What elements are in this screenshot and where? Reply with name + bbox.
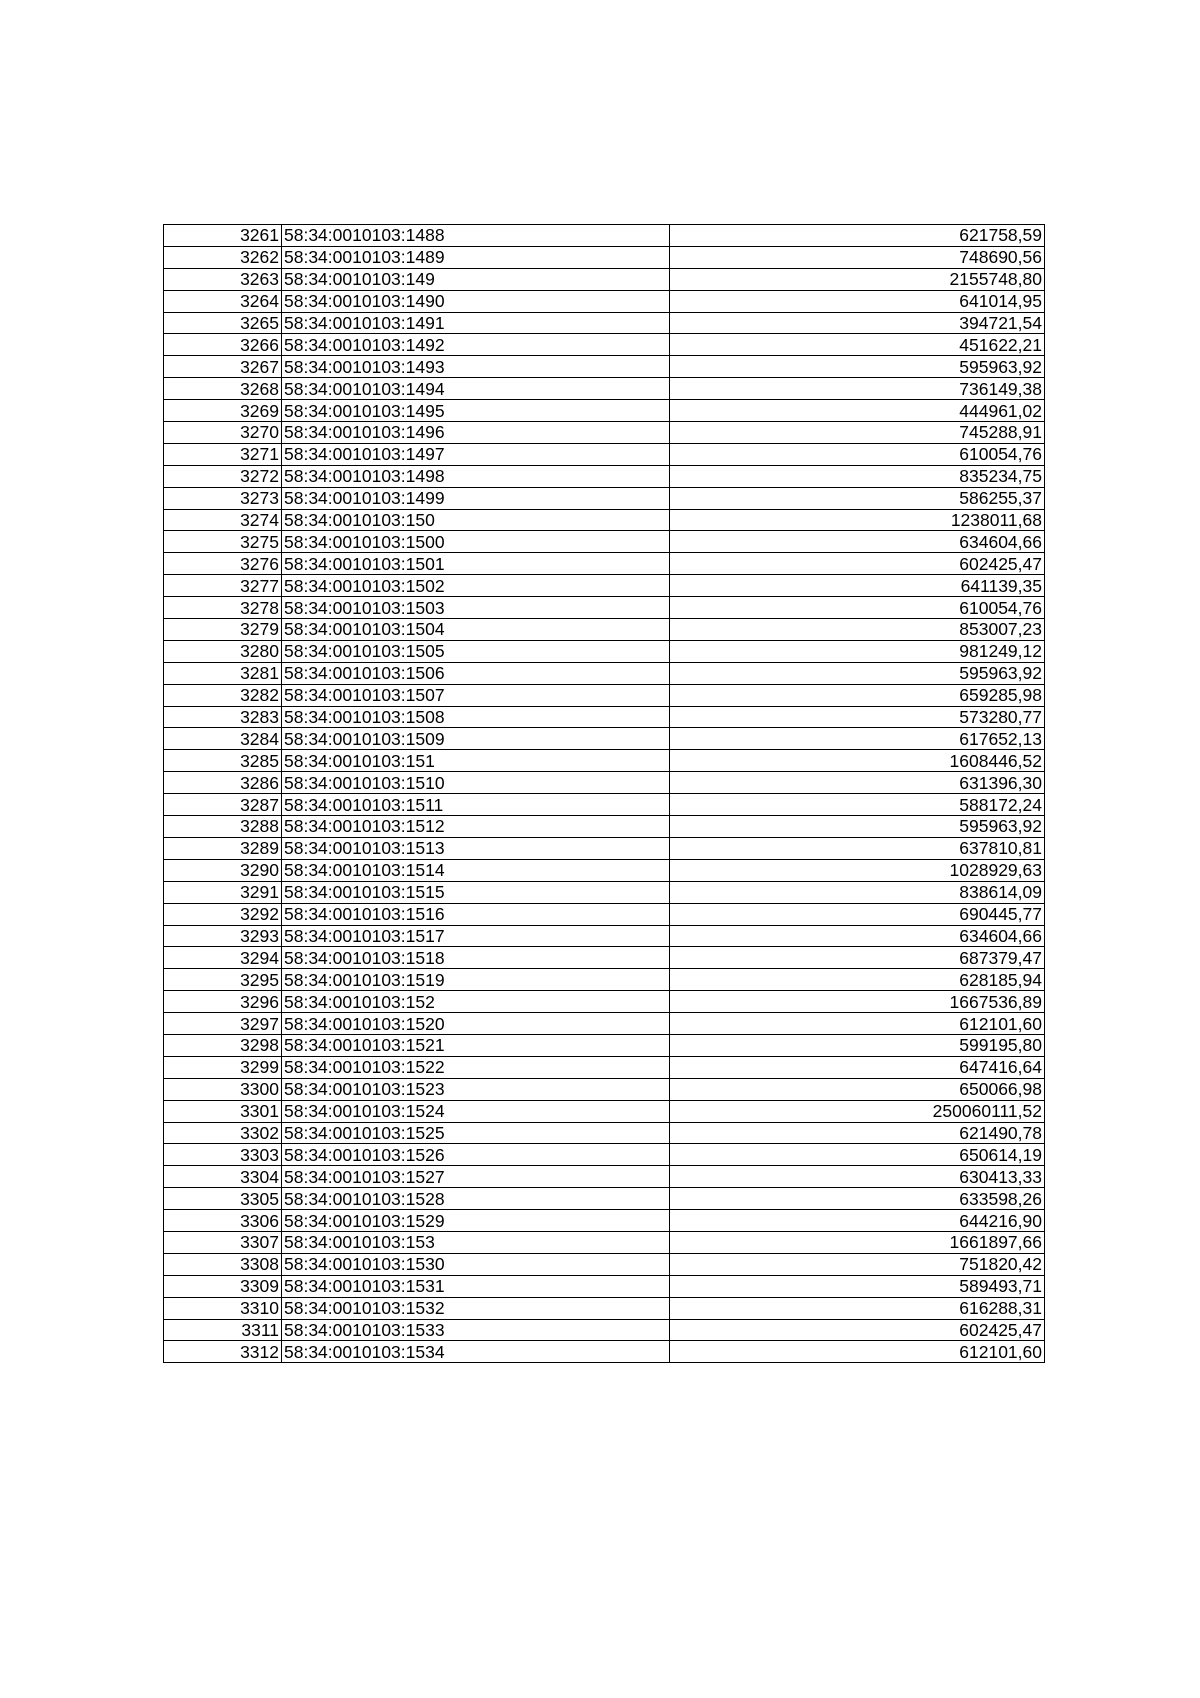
row-number-cell: 3279	[164, 619, 282, 641]
table-row	[164, 728, 1045, 750]
cadastral-value-cell: 617652,13	[670, 728, 1045, 750]
row-number-cell: 3297	[164, 1013, 282, 1035]
cadastral-number-cell: 58:34:0010103:1531	[282, 1275, 670, 1297]
table-row	[164, 619, 1045, 641]
table-row	[164, 575, 1045, 597]
cadastral-number-cell: 58:34:0010103:1530	[282, 1253, 670, 1275]
row-number-cell: 3296	[164, 991, 282, 1013]
cadastral-number-cell: 58:34:0010103:1495	[282, 400, 670, 422]
row-number-cell: 3298	[164, 1034, 282, 1056]
cadastral-value-cell: 835234,75	[670, 465, 1045, 487]
row-number-cell: 3309	[164, 1275, 282, 1297]
table-row	[164, 903, 1045, 925]
cadastral-value-cell: 2155748,80	[670, 268, 1045, 290]
row-number-cell: 3294	[164, 947, 282, 969]
cadastral-number-cell: 58:34:0010103:1532	[282, 1297, 670, 1319]
cadastral-value-cell: 612101,60	[670, 1341, 1045, 1363]
cadastral-number-cell: 58:34:0010103:1515	[282, 881, 670, 903]
table-row	[164, 1231, 1045, 1253]
cadastral-value-cell: 633598,26	[670, 1188, 1045, 1210]
row-number-cell: 3291	[164, 881, 282, 903]
table-row	[164, 443, 1045, 465]
cadastral-number-cell: 58:34:0010103:151	[282, 750, 670, 772]
table-row	[164, 509, 1045, 531]
cadastral-number-cell: 58:34:0010103:1493	[282, 356, 670, 378]
cadastral-value-cell: 745288,91	[670, 422, 1045, 444]
cadastral-value-cell: 631396,30	[670, 772, 1045, 794]
table-row	[164, 378, 1045, 400]
cadastral-number-cell: 58:34:0010103:1512	[282, 816, 670, 838]
table-row	[164, 553, 1045, 575]
cadastral-number-cell: 58:34:0010103:1534	[282, 1341, 670, 1363]
row-number-cell: 3292	[164, 903, 282, 925]
row-number-cell: 3305	[164, 1188, 282, 1210]
row-number-cell: 3278	[164, 597, 282, 619]
cadastral-value-cell: 641139,35	[670, 575, 1045, 597]
cadastral-value-cell: 610054,76	[670, 597, 1045, 619]
cadastral-number-cell: 58:34:0010103:1516	[282, 903, 670, 925]
table-body	[164, 225, 1045, 1363]
cadastral-number-cell: 58:34:0010103:1521	[282, 1034, 670, 1056]
cadastral-value-cell: 751820,42	[670, 1253, 1045, 1275]
row-number-cell: 3266	[164, 334, 282, 356]
cadastral-value-cell: 616288,31	[670, 1297, 1045, 1319]
table-row	[164, 1122, 1045, 1144]
cadastral-number-cell: 58:34:0010103:1505	[282, 640, 670, 662]
cadastral-value-cell: 589493,71	[670, 1275, 1045, 1297]
row-number-cell: 3283	[164, 706, 282, 728]
cadastral-value-cell: 641014,95	[670, 290, 1045, 312]
table-row	[164, 356, 1045, 378]
cadastral-number-cell: 58:34:0010103:1501	[282, 553, 670, 575]
row-number-cell: 3262	[164, 246, 282, 268]
row-number-cell: 3270	[164, 422, 282, 444]
row-number-cell: 3261	[164, 225, 282, 247]
cadastral-value-cell: 250060111,52	[670, 1100, 1045, 1122]
table-row	[164, 706, 1045, 728]
table-row	[164, 1341, 1045, 1363]
row-number-cell: 3290	[164, 859, 282, 881]
table-row	[164, 837, 1045, 859]
row-number-cell: 3289	[164, 837, 282, 859]
cadastral-number-cell: 58:34:0010103:1492	[282, 334, 670, 356]
table-row	[164, 1144, 1045, 1166]
cadastral-value-cell: 748690,56	[670, 246, 1045, 268]
row-number-cell: 3293	[164, 925, 282, 947]
row-number-cell: 3304	[164, 1166, 282, 1188]
row-number-cell: 3276	[164, 553, 282, 575]
cadastral-value-cell: 853007,23	[670, 619, 1045, 641]
table-row	[164, 881, 1045, 903]
table-row	[164, 312, 1045, 334]
row-number-cell: 3282	[164, 684, 282, 706]
table-row	[164, 991, 1045, 1013]
table-row	[164, 422, 1045, 444]
cadastral-number-cell: 58:34:0010103:153	[282, 1231, 670, 1253]
cadastral-value-cell: 634604,66	[670, 531, 1045, 553]
cadastral-number-cell: 58:34:0010103:1525	[282, 1122, 670, 1144]
row-number-cell: 3300	[164, 1078, 282, 1100]
cadastral-number-cell: 58:34:0010103:1518	[282, 947, 670, 969]
cadastral-number-cell: 58:34:0010103:152	[282, 991, 670, 1013]
cadastral-value-cell: 650614,19	[670, 1144, 1045, 1166]
cadastral-value-cell: 736149,38	[670, 378, 1045, 400]
table-row	[164, 794, 1045, 816]
cadastral-value-cell: 1661897,66	[670, 1231, 1045, 1253]
table-row	[164, 1056, 1045, 1078]
cadastral-value-cell: 599195,80	[670, 1034, 1045, 1056]
cadastral-value-cell: 1238011,68	[670, 509, 1045, 531]
cadastral-number-cell: 58:34:0010103:1496	[282, 422, 670, 444]
table-row	[164, 334, 1045, 356]
table-row	[164, 1034, 1045, 1056]
table-row	[164, 290, 1045, 312]
table-row	[164, 859, 1045, 881]
table-row	[164, 1253, 1045, 1275]
table-row	[164, 1319, 1045, 1341]
cadastral-value-cell: 1608446,52	[670, 750, 1045, 772]
table-row	[164, 1297, 1045, 1319]
row-number-cell: 3299	[164, 1056, 282, 1078]
cadastral-value-cell: 451622,21	[670, 334, 1045, 356]
cadastral-number-cell: 58:34:0010103:1491	[282, 312, 670, 334]
row-number-cell: 3310	[164, 1297, 282, 1319]
cadastral-number-cell: 58:34:0010103:150	[282, 509, 670, 531]
cadastral-value-cell: 690445,77	[670, 903, 1045, 925]
table-row	[164, 772, 1045, 794]
cadastral-number-cell: 58:34:0010103:1524	[282, 1100, 670, 1122]
row-number-cell: 3306	[164, 1210, 282, 1232]
table-row	[164, 662, 1045, 684]
cadastral-number-cell: 58:34:0010103:1507	[282, 684, 670, 706]
cadastral-number-cell: 58:34:0010103:1500	[282, 531, 670, 553]
row-number-cell: 3302	[164, 1122, 282, 1144]
row-number-cell: 3264	[164, 290, 282, 312]
cadastral-value-table-container	[163, 224, 1045, 1363]
table-row	[164, 1166, 1045, 1188]
row-number-cell: 3277	[164, 575, 282, 597]
row-number-cell: 3303	[164, 1144, 282, 1166]
row-number-cell: 3269	[164, 400, 282, 422]
cadastral-number-cell: 58:34:0010103:1506	[282, 662, 670, 684]
table-row	[164, 925, 1045, 947]
row-number-cell: 3301	[164, 1100, 282, 1122]
cadastral-value-cell: 838614,09	[670, 881, 1045, 903]
cadastral-number-cell: 58:34:0010103:1533	[282, 1319, 670, 1341]
cadastral-number-cell: 58:34:0010103:149	[282, 268, 670, 290]
row-number-cell: 3267	[164, 356, 282, 378]
cadastral-number-cell: 58:34:0010103:1519	[282, 969, 670, 991]
cadastral-value-cell: 650066,98	[670, 1078, 1045, 1100]
cadastral-number-cell: 58:34:0010103:1498	[282, 465, 670, 487]
row-number-cell: 3265	[164, 312, 282, 334]
cadastral-number-cell: 58:34:0010103:1523	[282, 1078, 670, 1100]
row-number-cell: 3288	[164, 816, 282, 838]
cadastral-number-cell: 58:34:0010103:1510	[282, 772, 670, 794]
row-number-cell: 3281	[164, 662, 282, 684]
cadastral-number-cell: 58:34:0010103:1526	[282, 1144, 670, 1166]
table-row	[164, 597, 1045, 619]
cadastral-value-cell: 602425,47	[670, 1319, 1045, 1341]
table-row	[164, 1210, 1045, 1232]
table-row	[164, 1013, 1045, 1035]
table-row	[164, 465, 1045, 487]
row-number-cell: 3312	[164, 1341, 282, 1363]
cadastral-value-cell: 595963,92	[670, 356, 1045, 378]
row-number-cell: 3311	[164, 1319, 282, 1341]
cadastral-number-cell: 58:34:0010103:1497	[282, 443, 670, 465]
table-row	[164, 531, 1045, 553]
cadastral-number-cell: 58:34:0010103:1499	[282, 487, 670, 509]
cadastral-value-cell: 621758,59	[670, 225, 1045, 247]
cadastral-value-cell: 610054,76	[670, 443, 1045, 465]
cadastral-number-cell: 58:34:0010103:1494	[282, 378, 670, 400]
cadastral-number-cell: 58:34:0010103:1503	[282, 597, 670, 619]
cadastral-value-cell: 628185,94	[670, 969, 1045, 991]
table-row	[164, 1188, 1045, 1210]
cadastral-number-cell: 58:34:0010103:1529	[282, 1210, 670, 1232]
cadastral-number-cell: 58:34:0010103:1488	[282, 225, 670, 247]
cadastral-number-cell: 58:34:0010103:1504	[282, 619, 670, 641]
cadastral-number-cell: 58:34:0010103:1517	[282, 925, 670, 947]
cadastral-value-cell: 595963,92	[670, 816, 1045, 838]
cadastral-number-cell: 58:34:0010103:1508	[282, 706, 670, 728]
row-number-cell: 3286	[164, 772, 282, 794]
cadastral-value-cell: 573280,77	[670, 706, 1045, 728]
table-row	[164, 750, 1045, 772]
cadastral-number-cell: 58:34:0010103:1520	[282, 1013, 670, 1035]
table-row	[164, 969, 1045, 991]
cadastral-value-cell: 1028929,63	[670, 859, 1045, 881]
row-number-cell: 3271	[164, 443, 282, 465]
cadastral-number-cell: 58:34:0010103:1511	[282, 794, 670, 816]
table-row	[164, 1275, 1045, 1297]
row-number-cell: 3273	[164, 487, 282, 509]
row-number-cell: 3307	[164, 1231, 282, 1253]
row-number-cell: 3308	[164, 1253, 282, 1275]
table-row	[164, 1078, 1045, 1100]
cadastral-value-cell: 644216,90	[670, 1210, 1045, 1232]
cadastral-value-cell: 647416,64	[670, 1056, 1045, 1078]
row-number-cell: 3268	[164, 378, 282, 400]
cadastral-value-cell: 444961,02	[670, 400, 1045, 422]
table-row	[164, 640, 1045, 662]
cadastral-value-cell: 394721,54	[670, 312, 1045, 334]
cadastral-value-cell: 1667536,89	[670, 991, 1045, 1013]
table-row	[164, 400, 1045, 422]
cadastral-number-cell: 58:34:0010103:1490	[282, 290, 670, 312]
row-number-cell: 3280	[164, 640, 282, 662]
cadastral-value-cell: 634604,66	[670, 925, 1045, 947]
cadastral-value-cell: 602425,47	[670, 553, 1045, 575]
cadastral-value-cell: 659285,98	[670, 684, 1045, 706]
cadastral-number-cell: 58:34:0010103:1489	[282, 246, 670, 268]
row-number-cell: 3272	[164, 465, 282, 487]
cadastral-number-cell: 58:34:0010103:1502	[282, 575, 670, 597]
cadastral-value-table	[163, 224, 1045, 1363]
cadastral-number-cell: 58:34:0010103:1514	[282, 859, 670, 881]
cadastral-value-cell: 687379,47	[670, 947, 1045, 969]
row-number-cell: 3287	[164, 794, 282, 816]
cadastral-value-cell: 637810,81	[670, 837, 1045, 859]
cadastral-number-cell: 58:34:0010103:1509	[282, 728, 670, 750]
cadastral-value-cell: 621490,78	[670, 1122, 1045, 1144]
table-row	[164, 947, 1045, 969]
row-number-cell: 3263	[164, 268, 282, 290]
row-number-cell: 3284	[164, 728, 282, 750]
cadastral-number-cell: 58:34:0010103:1528	[282, 1188, 670, 1210]
row-number-cell: 3285	[164, 750, 282, 772]
cadastral-value-cell: 588172,24	[670, 794, 1045, 816]
table-row	[164, 1100, 1045, 1122]
row-number-cell: 3295	[164, 969, 282, 991]
cadastral-value-cell: 981249,12	[670, 640, 1045, 662]
cadastral-value-cell: 595963,92	[670, 662, 1045, 684]
table-row	[164, 225, 1045, 247]
table-row	[164, 684, 1045, 706]
cadastral-value-cell: 630413,33	[670, 1166, 1045, 1188]
row-number-cell: 3275	[164, 531, 282, 553]
table-row	[164, 487, 1045, 509]
table-row	[164, 246, 1045, 268]
cadastral-value-cell: 586255,37	[670, 487, 1045, 509]
cadastral-number-cell: 58:34:0010103:1513	[282, 837, 670, 859]
cadastral-number-cell: 58:34:0010103:1522	[282, 1056, 670, 1078]
cadastral-number-cell: 58:34:0010103:1527	[282, 1166, 670, 1188]
table-row	[164, 268, 1045, 290]
cadastral-value-cell: 612101,60	[670, 1013, 1045, 1035]
table-row	[164, 816, 1045, 838]
row-number-cell: 3274	[164, 509, 282, 531]
